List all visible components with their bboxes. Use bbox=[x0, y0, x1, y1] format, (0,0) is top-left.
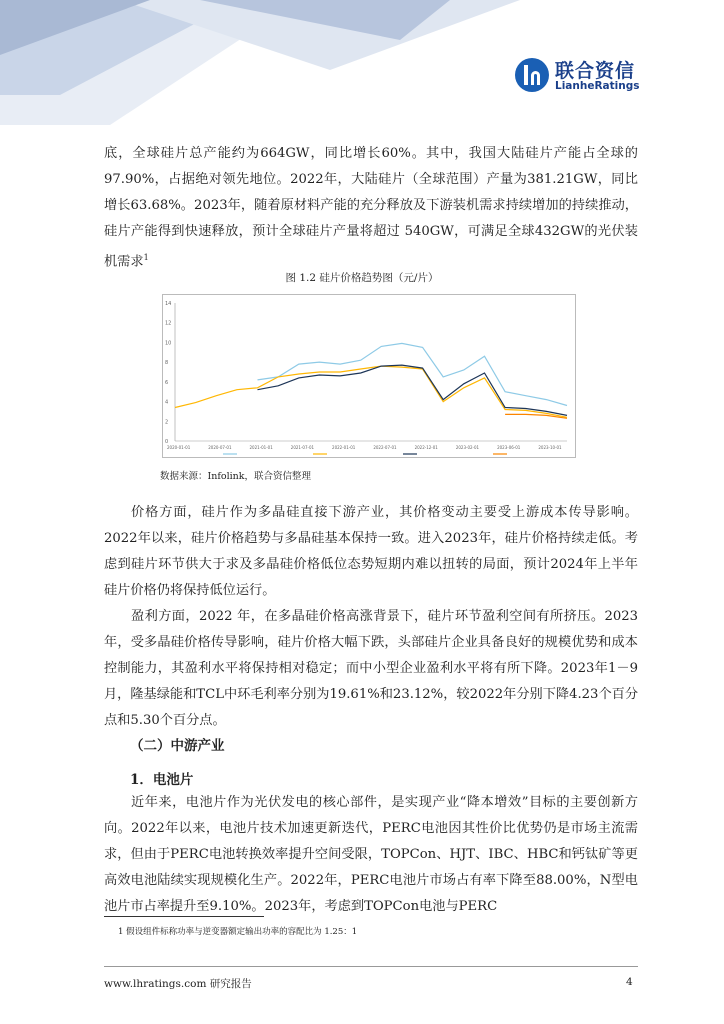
footnote-rule bbox=[104, 916, 264, 917]
x-tick-label: 2020-01-01 bbox=[167, 445, 191, 450]
y-tick-label: 0 bbox=[165, 439, 169, 445]
x-tick-label: 2022-12-01 bbox=[414, 445, 438, 450]
price-chart-svg bbox=[163, 295, 575, 457]
x-tick-label: 2022-01-01 bbox=[332, 445, 356, 450]
paragraph-cells: 近年来，电池片作为光伏发电的核心部件，是实现产业“降本增效”目标的主要创新方向。2022年以来，电池片技术加速更新迭代，PERC电池因其性价比优势仍是市场主流需求，但由于PERC电池转换效率提升空间受限，TOPCon、HJT、IBC、HBC和钙钛矿等更高效电池陆续实现规模化生产。2022年，PERC电池片市场占有率下降至88.00%，N型电池片市占率提升至9.10%。2023年，考虑到TOPCon电池与PERC bbox=[104, 795, 638, 914]
x-tick-label: 2023-02-01 bbox=[455, 445, 480, 450]
logo-english-name: LianheRatings bbox=[555, 80, 640, 92]
company-logo bbox=[515, 56, 645, 96]
y-tick-label: 12 bbox=[165, 320, 172, 327]
price-chart bbox=[162, 294, 576, 458]
y-tick-label: 6 bbox=[165, 379, 169, 386]
paragraph-price: 价格方面，硅片作为多晶硅直接下游产业，其价格变动主要受上游成本传导影响。2022年以来，硅片价格趋势与多晶硅基本保持一致。进入2023年，硅片价格持续走低。考虑到硅片环节供大于求及多晶硅价格低位态势短期内难以扭转的局面，预计2024年上半年硅片价格仍将保持低位运行。 bbox=[104, 505, 638, 598]
footnote-text: 1 假设组件标称功率与逆变器额定输出功率的容配比为 1.25：1 bbox=[118, 927, 358, 937]
series-line-2 bbox=[258, 365, 568, 415]
x-tick-label: 2023-06-01 bbox=[497, 445, 521, 450]
footer-rule bbox=[104, 966, 638, 967]
x-tick-label: 2020-07-01 bbox=[208, 445, 232, 450]
y-tick-label: 2 bbox=[165, 419, 169, 426]
subsection-heading: 1．电池片 bbox=[130, 772, 194, 788]
paragraph-price-profit bbox=[104, 500, 638, 734]
y-tick-label: 4 bbox=[165, 399, 169, 406]
paragraph-capacity-text: 底，全球硅片总产能约为664GW，同比增长60%。其中，我国大陆硅片产能占全球的97.90%，占据绝对领先地位。2022年，大陆硅片（全球范围）产量为381.21GW，同比增长63.68%。2023年，随着原材料产能的充分释放及下游装机需求持续增加的持续推动，硅片产能得到快速释放，预计全球硅片产量将超过 540GW，可满足全球432GW的光伏装机需求 bbox=[104, 146, 638, 270]
page-number: 4 bbox=[626, 976, 633, 988]
footnote-ref: 1 bbox=[143, 253, 149, 262]
y-tick-label: 10 bbox=[165, 340, 172, 347]
y-tick-label: 8 bbox=[165, 360, 169, 367]
logo-chinese-name: 联合资信 bbox=[555, 60, 636, 82]
x-tick-label: 2022-07-01 bbox=[373, 445, 397, 450]
figure-source: 数据来源：Infolink，联合资信整理 bbox=[160, 471, 312, 482]
section-heading: （二）中游产业 bbox=[130, 738, 225, 754]
x-tick-label: 2023-10-01 bbox=[538, 445, 562, 450]
x-tick-label: 2021-01-01 bbox=[249, 445, 273, 450]
x-tick-label: 2021-07-01 bbox=[290, 445, 315, 450]
paragraph-profit: 盈利方面，2022 年，在多晶硅价格高涨背景下，硅片环节盈利空间有所挤压。2023年，受多晶硅价格传导影响，硅片价格大幅下跌，头部硅片企业具备良好的规模优势和成本控制能力，其盈利水平将保持相对稳定；而中小型企业盈利水平将有所下降。2023年1－9月，隆基绿能和TCL中环毛利率分别为19.61%和23.12%，较2022年分别下降4.23个百分点和5.30个百分点。 bbox=[104, 609, 639, 728]
paragraph-capacity bbox=[104, 141, 638, 275]
series-line-0 bbox=[258, 343, 568, 405]
logo-mark-icon bbox=[515, 58, 549, 92]
y-tick-label: 14 bbox=[165, 301, 172, 307]
figure-title: 图 1.2 硅片价格趋势图（元/片） bbox=[285, 272, 439, 284]
footer-website: www.lhratings.com 研究报告 bbox=[104, 978, 252, 990]
